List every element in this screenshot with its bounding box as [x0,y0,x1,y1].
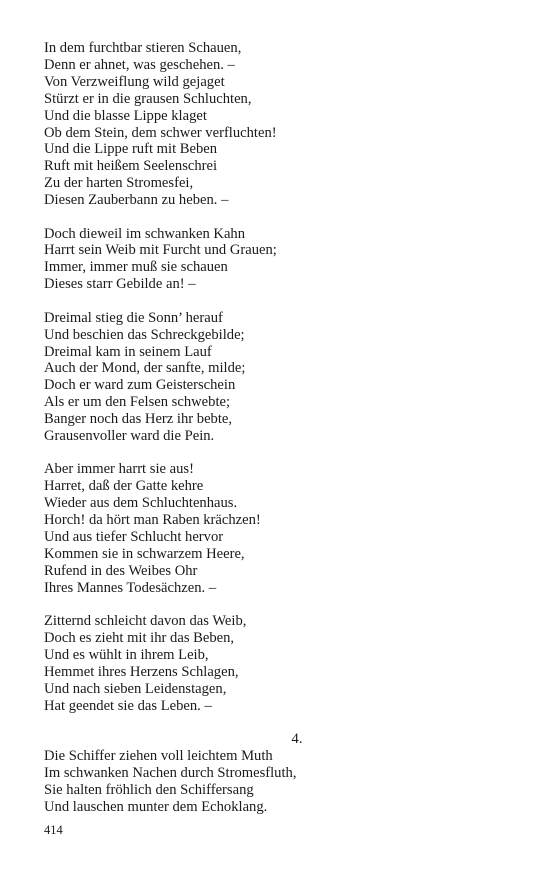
poem-line: Auch der Mond, der sanfte, milde; [44,360,246,377]
stanza-5 [44,613,514,714]
stanza-4 [44,461,514,596]
poem-line: Dieses starr Gebilde an! – [44,276,196,293]
poem-line: Und nach sieben Leidenstagen, [44,680,227,697]
poem-line: Harrt sein Weib mit Furcht und Grauen; [44,242,277,259]
poem-line: Und lauschen munter dem Echoklang. [44,798,268,815]
poem-line: Zu der harten Stromesfei, [44,175,194,192]
poem-line: Doch er ward zum Geisterschein [44,377,236,394]
poem-line: Diesen Zauberbann zu heben. – [44,192,229,209]
poem-line: Aber immer harrt sie aus! [44,461,194,478]
section-4 [44,731,514,816]
poem-line: Doch dieweil im schwanken Kahn [44,225,246,242]
poem-line: Im schwanken Nachen durch Stromesfluth, [44,764,297,781]
poem-line: Und beschien das Schreckgebilde; [44,326,245,343]
poem-line: Und die blasse Lippe klaget [44,107,207,124]
poem-line: Sie halten fröhlich den Schiffersang [44,781,254,798]
poem-line: Als er um den Felsen schwebte; [44,394,231,411]
poem-line: Und aus tiefer Schlucht hervor [44,529,224,546]
poem-page [44,40,514,832]
poem-line: Ihres Mannes Todesächzen. – [44,579,217,596]
poem-line: Kommen sie in schwarzem Heere, [44,545,245,562]
poem-line: Wieder aus dem Schluchtenhaus. [44,495,238,512]
poem-line: Und die Lippe ruft mit Beben [44,141,218,158]
poem-line: Zitternd schleicht davon das Weib, [44,613,247,630]
poem-line: Harret, daß der Gatte kehre [44,478,204,495]
poem-line: Ob dem Stein, dem schwer verfluchten! [44,124,277,141]
poem-line: Horch! da hört man Raben krächzen! [44,512,261,529]
poem-line: Immer, immer muß sie schauen [44,259,228,276]
poem-line: Ruft mit heißem Seelenschrei [44,158,218,175]
poem-line: Dreimal kam in seinem Lauf [44,343,212,360]
poem-line: Grausenvoller ward die Pein. [44,428,215,445]
poem-line: Von Verzweiflung wild gejaget [44,73,225,90]
poem-line: Hemmet ihres Herzens Schlagen, [44,663,239,680]
poem-line: In dem furchtbar stieren Schauen, [44,40,242,56]
poem-line: Denn er ahnet, was geschehen. – [44,56,235,73]
poem-line: Dreimal stieg die Sonn’ herauf [44,309,223,326]
page-number: 414 [44,823,63,837]
stanza-1 [44,40,514,209]
poem-line: Hat geendet sie das Leben. – [44,697,212,714]
section-number: 4. [291,731,303,748]
stanza-3 [44,310,514,445]
poem-line: Doch es zieht mit ihr das Beben, [44,630,235,647]
poem-line: Banger noch das Herz ihr bebte, [44,411,233,428]
poem-line: Stürzt er in die grausen Schluchten, [44,90,252,107]
poem-line: Die Schiffer ziehen voll leichtem Muth [44,748,273,765]
stanza-2 [44,226,514,294]
poem-line: Rufend in des Weibes Ohr [44,562,198,579]
poem-line: Und es wühlt in ihrem Leib, [44,647,209,663]
